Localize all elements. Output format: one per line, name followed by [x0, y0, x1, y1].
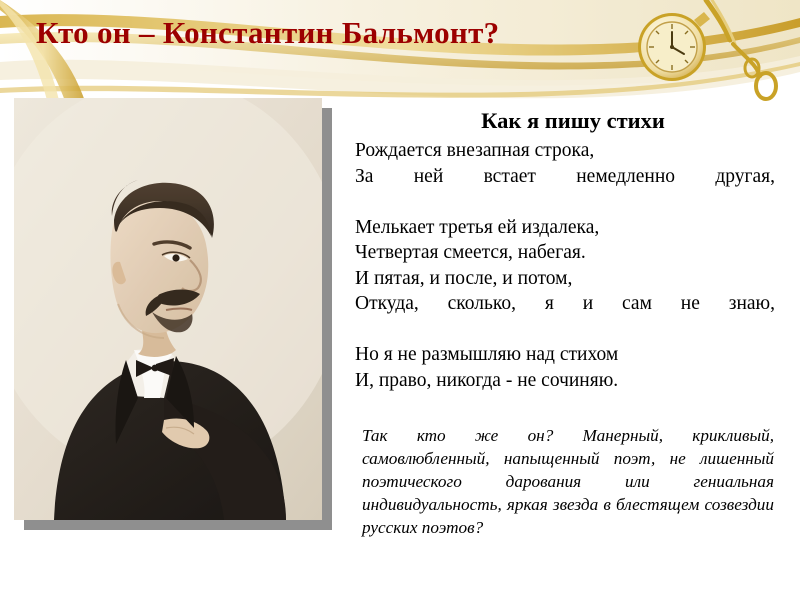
portrait-image	[14, 98, 322, 520]
poem-line: Но я не размышляю над стихом	[355, 344, 619, 366]
closing-paragraph: Так кто же он? Манерный, крикливый, самовлюбленный, напыщенный поэт, не лишенный поэтического дарования или гениальная индивидуальность, яркая звезда в блестящем созвездии русских поэтов?	[362, 426, 774, 537]
poem-line: Мелькает третья ей издалека,	[355, 216, 600, 238]
poem-block	[355, 108, 775, 393]
poem-line: И пятая, и после, и потом,	[355, 267, 573, 289]
poem-title: Как я пишу стихи	[481, 108, 665, 133]
poem-line: И, право, никогда - не сочиняю.	[355, 369, 619, 391]
poem-line: За ней встает немедленно другая,	[355, 165, 775, 187]
page-title: Кто он – Константин Бальмонт?	[36, 15, 500, 50]
poem-line: Рождается внезапная строка,	[355, 140, 595, 161]
portrait-figure	[14, 98, 332, 530]
poem-line: Четвертая смеется, набегая.	[355, 242, 586, 264]
poem-line: Откуда, сколько, я и сам не знаю,	[355, 293, 775, 315]
